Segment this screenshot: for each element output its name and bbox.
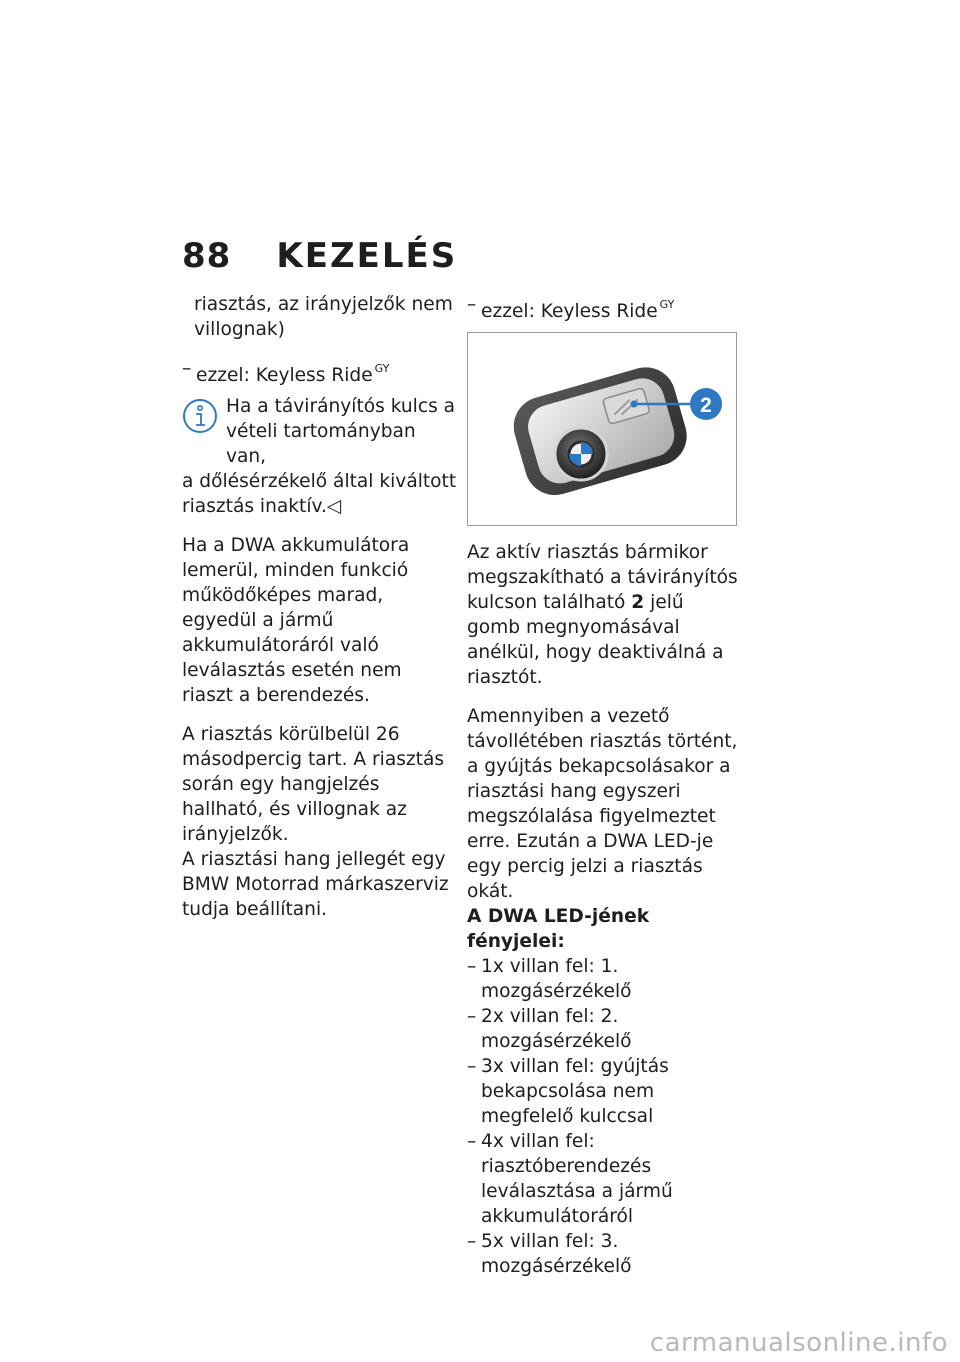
note-text-rest: a dőlésérzékelő által kiváltott riasztás inaktív. bbox=[182, 471, 457, 517]
condition-item bbox=[467, 292, 742, 324]
led-signal-list bbox=[467, 954, 742, 1279]
option-code: GY bbox=[374, 362, 390, 375]
paragraph-interrupt: Az aktív riasztás bármikor megszakítható a távirányítós kulcson található 2 jelű gomb megnyomásával anélkül, hogy deaktiválná a riasztót. bbox=[467, 542, 738, 688]
right-column bbox=[467, 292, 742, 1279]
info-icon bbox=[182, 398, 218, 434]
left-column bbox=[182, 292, 457, 936]
list-item: – 4x villan fel: riasztóberendezés leválasztása a jármű akkumulátoráról bbox=[467, 1131, 673, 1227]
list-item: – 5x villan fel: 3. mozgásérzékelő bbox=[467, 1231, 632, 1277]
watermark: carmanualsonline.info bbox=[649, 1328, 948, 1358]
paragraph-sound: A riasztási hang jellegét egy BMW Motorrad márkaszerviz tudja beállítani. bbox=[182, 849, 449, 920]
note-text-first: Ha a távirányítós kulcs a vételi tartományban van, bbox=[226, 396, 456, 467]
end-mark-icon: ◁ bbox=[326, 496, 342, 517]
page-header bbox=[182, 236, 457, 276]
condition-text: ezzel: Keyless Ride bbox=[196, 365, 373, 386]
button-reference: 2 bbox=[631, 592, 645, 613]
dash-mark: – bbox=[467, 294, 477, 315]
key-fob-image bbox=[468, 333, 736, 525]
callout-label: 2 bbox=[700, 394, 712, 417]
condition-item bbox=[182, 356, 457, 388]
paragraph-duration: A riasztás körülbelül 26 másodpercig tart. A riasztás során egy hangjelzés hallható, és villognak az irányjelzők. bbox=[182, 724, 445, 845]
option-code: GY bbox=[659, 298, 675, 311]
list-item: – 3x villan fel: gyújtás bekapcsolása nem megfelelő kulccsal bbox=[467, 1056, 669, 1127]
page-number: 88 bbox=[182, 236, 232, 276]
list-item: – 2x villan fel: 2. mozgásérzékelő bbox=[467, 1006, 632, 1052]
condition-text: ezzel: Keyless Ride bbox=[481, 301, 658, 322]
paragraph-absence: Amennyiben a vezető távollétében riasztás történt, a gyújtás bekapcsolásakor a riasztási hang egyszeri megszólalása figyelmeztet erre. Ezután a DWA LED-je egy percig jelzi a riasztás okát. bbox=[467, 706, 738, 902]
key-fob-illustration bbox=[467, 332, 737, 526]
led-heading: A DWA LED-jének fényjelei: bbox=[467, 906, 650, 952]
dash-mark: – bbox=[182, 358, 192, 379]
info-note bbox=[182, 394, 457, 519]
page-title: KEZELÉS bbox=[276, 236, 458, 276]
paragraph-continuation: riasztás, az irányjelzők nem villognak) bbox=[194, 294, 453, 340]
paragraph-battery: Ha a DWA akkumulátora lemerül, minden funkció működőképes marad, egyedül a jármű akkumulátoráról való leválasztás esetén nem riaszt a berendezés. bbox=[182, 535, 410, 706]
list-item: – 1x villan fel: 1. mozgásérzékelő bbox=[467, 956, 632, 1002]
